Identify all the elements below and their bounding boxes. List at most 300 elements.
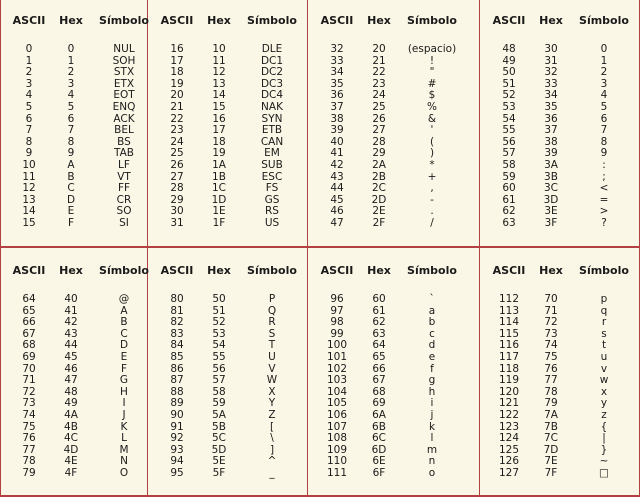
- symbol-value: Q: [267, 304, 277, 317]
- ascii-value: 75: [22, 420, 36, 433]
- hex-value: 6D: [371, 443, 387, 456]
- ascii-value: 121: [498, 397, 520, 410]
- header-ascii: ASCII: [320, 264, 354, 277]
- hex-value: 62: [372, 316, 386, 329]
- hex-value: 69: [372, 397, 386, 410]
- ascii-value: 62: [502, 205, 516, 218]
- table-row: [149, 433, 309, 445]
- ascii-value: 87: [170, 374, 184, 387]
- hex-value: 1F: [212, 216, 226, 229]
- symbol-value: ESC: [261, 170, 283, 183]
- ascii-value: 24: [170, 135, 184, 148]
- symbol-value: 9: [600, 147, 608, 160]
- table-row: [1, 125, 161, 137]
- symbol-value: U: [268, 350, 276, 363]
- hex-value: 4E: [64, 455, 78, 468]
- hex-value: 26: [372, 112, 386, 125]
- hex-value: 15: [212, 100, 226, 113]
- hex-value: 3D: [543, 193, 559, 206]
- table-row: [1, 352, 161, 364]
- header-hex: Hex: [207, 264, 231, 277]
- hex-value: 55: [212, 350, 226, 363]
- hex-value: 2A: [372, 158, 386, 171]
- hex-value: 61: [372, 304, 386, 317]
- symbol-value: FF: [117, 182, 131, 195]
- symbol-value: |: [602, 432, 606, 445]
- ascii-value: 122: [498, 408, 520, 421]
- table-row: [481, 410, 640, 422]
- symbol-value: v: [600, 362, 608, 375]
- symbol-value: ': [430, 124, 434, 137]
- table-row: [1, 114, 161, 126]
- ascii-value: 127: [498, 466, 520, 479]
- ascii-value: 20: [170, 89, 184, 102]
- header-symbol: Símbolo: [407, 264, 457, 277]
- hex-value: 8: [67, 135, 75, 148]
- symbol-value: L: [121, 432, 127, 445]
- table-row: [1, 375, 161, 387]
- symbol-value: SOH: [112, 54, 136, 67]
- hex-value: 4: [67, 89, 75, 102]
- hex-value: 1E: [212, 205, 226, 218]
- ascii-value: 90: [170, 408, 184, 421]
- symbol-value: W: [266, 374, 278, 387]
- table-row: [1, 468, 161, 480]
- ascii-value: 79: [22, 466, 36, 479]
- symbol-value: GS: [264, 193, 280, 206]
- hex-value: 30: [544, 43, 558, 55]
- ascii-value: 34: [330, 66, 344, 79]
- hex-value: 3A: [544, 158, 558, 171]
- symbol-value: SYN: [261, 112, 283, 125]
- table-row: [149, 160, 309, 172]
- hex-value: 67: [372, 374, 386, 387]
- ascii-value: 36: [330, 89, 344, 102]
- symbol-value: .: [430, 205, 434, 218]
- column-headers: [481, 264, 640, 282]
- hex-value: 0: [67, 43, 75, 55]
- table-row: [1, 160, 161, 172]
- ascii-value: 19: [170, 77, 184, 90]
- symbol-value: RS: [265, 205, 279, 218]
- symbol-value: a: [428, 304, 436, 317]
- hex-value: 64: [372, 339, 386, 352]
- ascii-value: 28: [170, 182, 184, 195]
- ascii-value: 66: [22, 316, 36, 329]
- hex-value: 39: [544, 147, 558, 160]
- symbol-value: t: [601, 339, 607, 352]
- ascii-value: 52: [502, 89, 516, 102]
- symbol-value: ;: [602, 170, 606, 183]
- hex-value: 54: [212, 339, 226, 352]
- symbol-value: M: [119, 443, 129, 456]
- ascii-value: 2: [25, 66, 33, 79]
- ascii-rows: [309, 294, 469, 480]
- hex-value: 5: [67, 100, 75, 113]
- symbol-value: m: [426, 443, 438, 456]
- hex-value: 4C: [63, 432, 78, 445]
- symbol-value: 2: [600, 66, 608, 79]
- ascii-value: 17: [170, 54, 184, 67]
- symbol-value: 0: [600, 43, 608, 55]
- symbol-value: p: [600, 293, 608, 305]
- ascii-value: 63: [502, 216, 516, 229]
- header-symbol: Símbolo: [407, 14, 457, 27]
- hex-value: 40: [64, 293, 78, 305]
- symbol-value: EOT: [113, 89, 135, 102]
- symbol-value: $: [428, 89, 436, 102]
- table-row: [481, 160, 640, 172]
- symbol-value: +: [427, 170, 437, 183]
- hex-value: 23: [372, 77, 386, 90]
- table-row: [481, 102, 640, 114]
- ascii-value: 15: [22, 216, 36, 229]
- ascii-value: 78: [22, 455, 36, 468]
- hex-value: 58: [212, 385, 226, 398]
- ascii-value: 73: [22, 397, 36, 410]
- hex-value: 2B: [372, 170, 386, 183]
- ascii-value: 38: [330, 112, 344, 125]
- ascii-value: 114: [498, 316, 520, 329]
- hex-value: 20: [372, 43, 386, 55]
- symbol-value: US: [264, 216, 280, 229]
- ascii-rows: [481, 294, 640, 480]
- symbol-value: 4: [600, 89, 608, 102]
- hex-value: 59: [212, 397, 226, 410]
- hex-value: 7F: [544, 466, 558, 479]
- symbol-value: S: [268, 327, 276, 340]
- table-row: [309, 102, 469, 114]
- hex-value: 33: [544, 77, 558, 90]
- symbol-value: e: [428, 350, 436, 363]
- symbol-value: #: [427, 77, 437, 90]
- symbol-value: R: [268, 316, 276, 329]
- header-ascii: ASCII: [160, 14, 194, 27]
- symbol-value: ): [429, 147, 435, 160]
- header-symbol: Símbolo: [579, 264, 629, 277]
- symbol-value: `: [429, 293, 435, 305]
- ascii-value: 101: [326, 350, 348, 363]
- table-row: [1, 294, 161, 306]
- column-headers: [1, 264, 161, 282]
- ascii-value: 84: [170, 339, 184, 352]
- ascii-value: 45: [330, 193, 344, 206]
- symbol-value: 1: [600, 54, 608, 67]
- symbol-value: E: [120, 350, 128, 363]
- symbol-value: ": [429, 66, 435, 79]
- table-row: [481, 352, 640, 364]
- ascii-value: 86: [170, 362, 184, 375]
- symbol-value: DLE: [261, 43, 283, 55]
- table-row: [149, 44, 309, 56]
- hex-value: 2F: [372, 216, 386, 229]
- ascii-value: 113: [498, 304, 520, 317]
- ascii-value: 116: [498, 339, 520, 352]
- ascii-value: 42: [330, 158, 344, 171]
- table-row: [149, 375, 309, 387]
- ascii-value: 48: [502, 43, 516, 55]
- symbol-value: *: [429, 158, 435, 171]
- hex-value: 75: [544, 350, 558, 363]
- header-hex: Hex: [539, 264, 563, 277]
- ascii-value: 57: [502, 147, 516, 160]
- symbol-value: j: [430, 408, 434, 421]
- ascii-value: 51: [502, 77, 516, 90]
- symbol-value: SO: [116, 205, 132, 218]
- hex-value: 79: [544, 397, 558, 410]
- hex-value: 29: [372, 147, 386, 160]
- ascii-value: 46: [330, 205, 344, 218]
- symbol-value: F: [120, 362, 128, 375]
- header-ascii: ASCII: [492, 264, 526, 277]
- header-hex: Hex: [207, 14, 231, 27]
- ascii-value: 117: [498, 350, 520, 363]
- header-symbol: Símbolo: [247, 264, 297, 277]
- hex-value: 72: [544, 316, 558, 329]
- symbol-value: NAK: [261, 100, 283, 113]
- hex-value: 18: [212, 135, 226, 148]
- table-row: [309, 433, 469, 445]
- hex-value: 31: [544, 54, 558, 67]
- hex-value: 3F: [544, 216, 558, 229]
- ascii-value: 25: [170, 147, 184, 160]
- column-headers: [1, 14, 161, 32]
- ascii-value: 74: [22, 408, 36, 421]
- column-headers: [149, 264, 309, 282]
- ascii-value: 102: [326, 362, 348, 375]
- symbol-value: =: [599, 193, 609, 206]
- ascii-rows: [1, 294, 161, 480]
- symbol-value: l: [430, 432, 434, 445]
- ascii-value: 95: [170, 466, 184, 479]
- hex-value: 71: [544, 304, 558, 317]
- hex-value: 4F: [64, 466, 78, 479]
- hex-value: 48: [64, 385, 78, 398]
- hex-value: 1D: [211, 193, 227, 206]
- hex-value: 38: [544, 135, 558, 148]
- symbol-value: q: [600, 304, 608, 317]
- ascii-value: 72: [22, 385, 36, 398]
- ascii-value: 29: [170, 193, 184, 206]
- table-row: [309, 375, 469, 387]
- hex-value: 5D: [211, 443, 227, 456]
- table-row: [481, 468, 640, 480]
- symbol-value: CAN: [260, 135, 284, 148]
- hex-value: 3: [67, 77, 75, 90]
- hex-value: C: [67, 182, 75, 195]
- ascii-value: 13: [22, 193, 36, 206]
- symbol-value: g: [428, 374, 436, 387]
- ascii-value: 21: [170, 100, 184, 113]
- ascii-rows: [149, 44, 309, 230]
- hex-value: 6: [67, 112, 75, 125]
- symbol-value: □: [599, 466, 609, 479]
- symbol-value: 6: [600, 112, 608, 125]
- hex-value: 66: [372, 362, 386, 375]
- hex-value: 2: [67, 66, 75, 79]
- hex-value: 6E: [372, 455, 386, 468]
- symbol-value: >: [599, 205, 609, 218]
- symbol-value: r: [601, 316, 607, 329]
- hex-value: 43: [64, 327, 78, 340]
- symbol-value: f: [430, 362, 434, 375]
- hex-value: 49: [64, 397, 78, 410]
- ascii-value: 103: [326, 374, 348, 387]
- ascii-value: 119: [498, 374, 520, 387]
- ascii-value: 0: [25, 43, 33, 55]
- ascii-value: 14: [22, 205, 36, 218]
- header-hex: Hex: [59, 264, 83, 277]
- symbol-value: ENQ: [112, 100, 136, 113]
- hex-value: D: [66, 193, 76, 206]
- hex-value: 78: [544, 385, 558, 398]
- column-headers: [149, 14, 309, 32]
- ascii-value: 6: [25, 112, 33, 125]
- ascii-value: 71: [22, 374, 36, 387]
- symbol-value: &: [427, 112, 437, 125]
- symbol-value: ?: [601, 216, 607, 229]
- symbol-value: NUL: [113, 43, 135, 55]
- ascii-value: 120: [498, 385, 520, 398]
- hex-value: 36: [544, 112, 558, 125]
- ascii-value: 88: [170, 385, 184, 398]
- ascii-value: 106: [326, 408, 348, 421]
- hex-value: 7D: [543, 443, 559, 456]
- ascii-value: 33: [330, 54, 344, 67]
- hex-value: 68: [372, 385, 386, 398]
- symbol-value: ,: [430, 182, 434, 195]
- table-row: [309, 218, 469, 230]
- ascii-value: 64: [22, 293, 36, 305]
- table-row: [309, 352, 469, 364]
- hex-value: 2D: [371, 193, 387, 206]
- symbol-value: i: [430, 397, 434, 410]
- ascii-value: 110: [326, 455, 348, 468]
- hex-value: 6C: [371, 432, 386, 445]
- symbol-value: Y: [268, 397, 276, 410]
- hex-value: 3B: [544, 170, 558, 183]
- symbol-value: c: [429, 327, 435, 340]
- symbol-value: !: [429, 54, 435, 67]
- ascii-value: 50: [502, 66, 516, 79]
- hex-value: 1B: [212, 170, 226, 183]
- ascii-value: 85: [170, 350, 184, 363]
- ascii-value: 118: [498, 362, 520, 375]
- ascii-value: 69: [22, 350, 36, 363]
- symbol-value: LF: [118, 158, 130, 171]
- ascii-value: 11: [22, 170, 36, 183]
- symbol-value: h: [428, 385, 436, 398]
- ascii-value: 47: [330, 216, 344, 229]
- symbol-value: I: [122, 397, 126, 410]
- ascii-value: 123: [498, 420, 520, 433]
- ascii-value: 12: [22, 182, 36, 195]
- symbol-value: o: [428, 466, 436, 479]
- symbol-value: X: [268, 385, 276, 398]
- table-row: [481, 44, 640, 56]
- ascii-value: 93: [170, 443, 184, 456]
- symbol-value: n: [428, 455, 436, 468]
- symbol-value: H: [120, 385, 128, 398]
- table-row: [481, 433, 640, 445]
- hex-value: 46: [64, 362, 78, 375]
- hex-value: 7C: [543, 432, 558, 445]
- symbol-value: T: [268, 339, 276, 352]
- symbol-value: B: [120, 316, 128, 329]
- ascii-value: 4: [25, 89, 33, 102]
- table-row: [1, 79, 161, 91]
- hex-value: 4B: [64, 420, 78, 433]
- hex-value: 5B: [212, 420, 226, 433]
- symbol-value: 8: [600, 135, 608, 148]
- hex-value: 1A: [212, 158, 226, 171]
- header-ascii: ASCII: [12, 264, 46, 277]
- symbol-value: ETX: [113, 77, 135, 90]
- ascii-value: 16: [170, 43, 184, 55]
- symbol-value: (: [429, 135, 435, 148]
- symbol-value: ^: [267, 455, 277, 468]
- hex-value: 27: [372, 124, 386, 137]
- table-row: [309, 294, 469, 306]
- ascii-rows: [1, 44, 161, 230]
- hex-value: 25: [372, 100, 386, 113]
- symbol-value: EM: [264, 147, 280, 160]
- symbol-value: d: [428, 339, 436, 352]
- ascii-value: 124: [498, 432, 520, 445]
- hex-value: 7B: [544, 420, 558, 433]
- ascii-value: 115: [498, 327, 520, 340]
- symbol-value: <: [599, 182, 609, 195]
- table-row: [1, 218, 161, 230]
- symbol-value: w: [599, 374, 609, 387]
- hex-value: 6F: [372, 466, 386, 479]
- hex-value: 2E: [372, 205, 386, 218]
- header-symbol: Símbolo: [247, 14, 297, 27]
- hex-value: 74: [544, 339, 558, 352]
- ascii-value: 10: [22, 158, 36, 171]
- ascii-value: 96: [330, 293, 344, 305]
- symbol-value: VT: [117, 170, 131, 183]
- symbol-value: DC4: [260, 89, 284, 102]
- symbol-value: u: [600, 350, 608, 363]
- hex-value: 32: [544, 66, 558, 79]
- hex-value: 3E: [544, 205, 558, 218]
- symbol-value: O: [119, 466, 129, 479]
- hex-value: 14: [212, 89, 226, 102]
- ascii-value: 56: [502, 135, 516, 148]
- ascii-value: 41: [330, 147, 344, 160]
- hex-value: 37: [544, 124, 558, 137]
- symbol-value: G: [119, 374, 129, 387]
- hex-value: 9: [67, 147, 75, 160]
- hex-value: 50: [212, 293, 226, 305]
- symbol-value: SUB: [261, 158, 283, 171]
- column-headers: [309, 264, 469, 282]
- ascii-value: 80: [170, 293, 184, 305]
- ascii-value: 112: [498, 293, 520, 305]
- symbol-value: DC2: [260, 66, 284, 79]
- symbol-value: J: [122, 408, 126, 421]
- table-row: [309, 44, 469, 56]
- hex-value: 10: [212, 43, 226, 55]
- ascii-value: 26: [170, 158, 184, 171]
- hex-value: 53: [212, 327, 226, 340]
- hex-value: 19: [212, 147, 226, 160]
- table-row: [481, 125, 640, 137]
- symbol-value: ACK: [113, 112, 135, 125]
- ascii-value: 3: [25, 77, 33, 90]
- table-row: [481, 183, 640, 195]
